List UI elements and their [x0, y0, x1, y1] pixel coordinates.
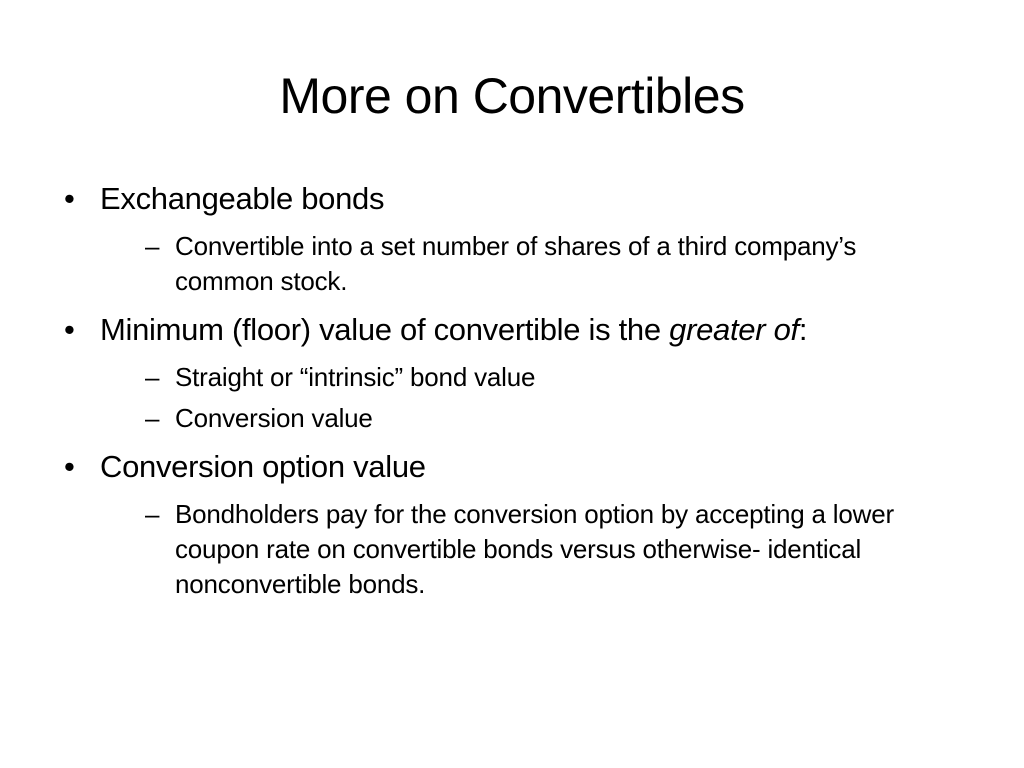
bullet-exchangeable-bonds	[60, 178, 960, 219]
sub-bullet-text: Conversion value	[175, 403, 373, 433]
sub-bullet-bondholders-pay	[145, 497, 960, 602]
bullet-text: Conversion option value	[100, 449, 426, 484]
bullet-text-italic: greater of	[669, 312, 799, 347]
slide-content	[60, 178, 960, 602]
slide-title: More on Convertibles	[279, 68, 745, 124]
dash-icon: –	[145, 499, 160, 529]
bullet-text: Exchangeable bonds	[100, 181, 385, 216]
dash-icon: –	[145, 403, 160, 433]
sub-bullet-convertible-into	[145, 229, 960, 299]
sub-bullet-text: Bondholders pay for the conversion option by accepting a lower coupon rate on convertible bonds versus otherwise- identical nonconvertible bonds.	[175, 499, 894, 599]
sub-bullet-text: Convertible into a set number of shares of a third company’s common stock.	[175, 231, 857, 296]
sub-bullet-text: Straight or “intrinsic” bond value	[175, 362, 536, 392]
bullet-conversion-option-value	[60, 446, 960, 487]
bullet-dot-icon: •	[64, 449, 75, 484]
dash-icon: –	[145, 231, 160, 261]
sub-bullet-straight-bond-value	[145, 360, 960, 395]
bullet-text-after: :	[798, 312, 808, 347]
dash-icon: –	[145, 362, 160, 392]
bullet-dot-icon: •	[64, 181, 75, 216]
bullet-minimum-floor-value	[60, 309, 960, 350]
bullet-text-before: Minimum (floor) value of convertible is the	[100, 312, 670, 347]
bullet-dot-icon: •	[64, 312, 75, 347]
sub-bullet-conversion-value	[145, 401, 960, 436]
